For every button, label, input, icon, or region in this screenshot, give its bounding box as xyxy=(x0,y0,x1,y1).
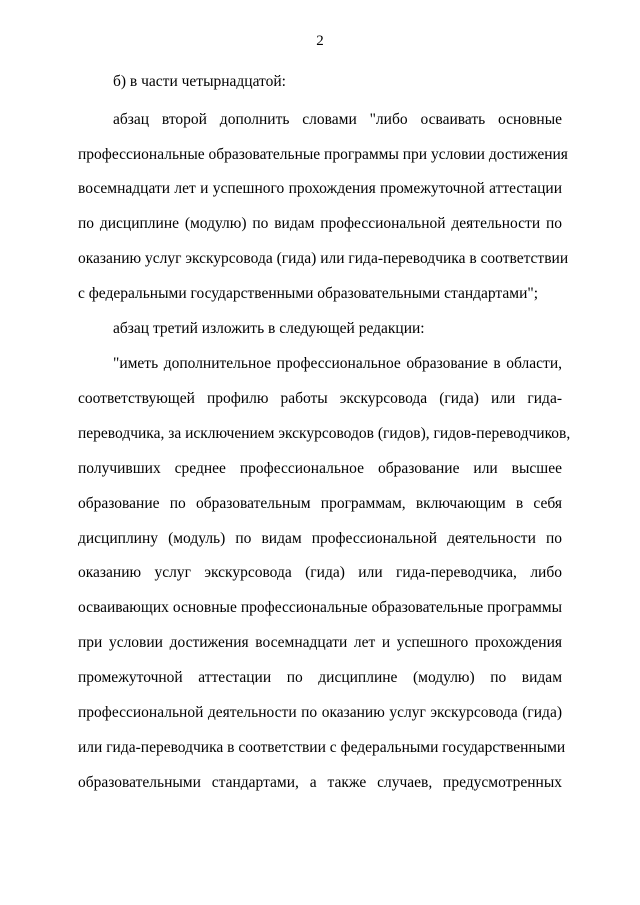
paragraph-line: по дисциплине (модулю) по видам профессиональной деятельности по xyxy=(78,215,562,232)
paragraph-line: промежуточной аттестации по дисциплине (модулю) по видам xyxy=(78,669,562,686)
paragraph-line: образование по образовательным программам, включающим в себя xyxy=(78,495,562,512)
subsection-heading: б) в части четырнадцатой: xyxy=(113,73,286,90)
page-number: 2 xyxy=(316,33,324,49)
paragraph-line: абзац третий изложить в следующей редакции: xyxy=(113,320,425,337)
paragraph-line: соответствующей профилю работы экскурсовода (гида) или гида- xyxy=(78,390,562,407)
paragraph-line: "иметь дополнительное профессиональное образование в области, xyxy=(113,355,562,372)
paragraph-line: переводчика, за исключением экскурсоводов (гидов), гидов-переводчиков, xyxy=(78,425,571,442)
paragraph-line: дисциплину (модуль) по видам профессиональной деятельности по xyxy=(78,530,562,547)
paragraph-line: восемнадцати лет и успешного прохождения промежуточной аттестации xyxy=(78,180,562,197)
paragraph-line: образовательными стандартами, а также случаев, предусмотренных xyxy=(78,774,562,791)
paragraph-line: с федеральными государственными образовательными стандартами"; xyxy=(78,285,539,302)
paragraph-line: осваивающих основные профессиональные образовательные программы xyxy=(78,599,562,616)
paragraph-line: или гида-переводчика в соответствии с федеральными государственными xyxy=(78,739,566,756)
paragraph-line: оказанию услуг экскурсовода (гида) или гида-переводчика в соответствии xyxy=(78,250,569,267)
paragraph-line: профессиональной деятельности по оказанию услуг экскурсовода (гида) xyxy=(78,704,562,721)
paragraph-line: при условии достижения восемнадцати лет и успешного прохождения xyxy=(78,634,562,651)
paragraph-line: получивших среднее профессиональное образование или высшее xyxy=(78,460,562,477)
paragraph-line: оказанию услуг экскурсовода (гида) или гида-переводчика, либо xyxy=(78,564,562,581)
paragraph-line: профессиональные образовательные программы при условии достижения xyxy=(78,146,568,163)
paragraph-line: абзац второй дополнить словами "либо осваивать основные xyxy=(113,111,562,128)
